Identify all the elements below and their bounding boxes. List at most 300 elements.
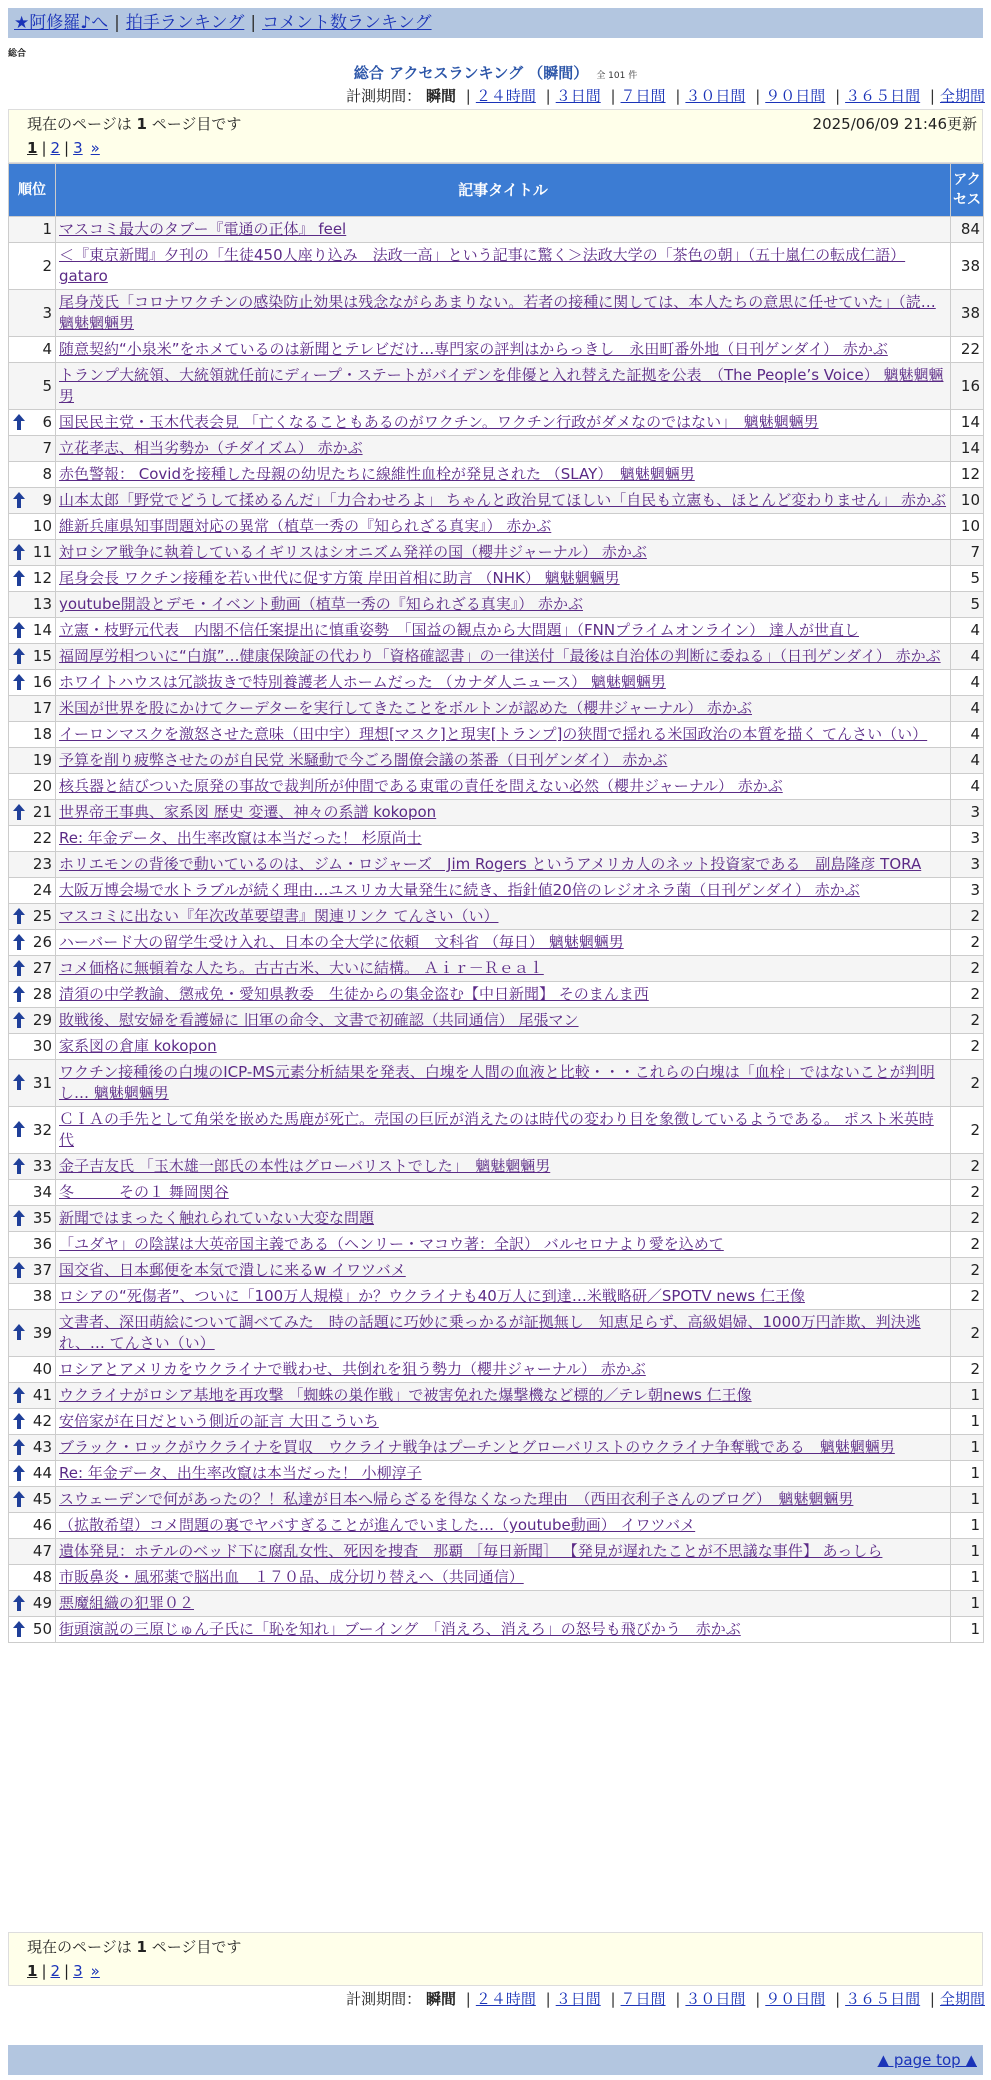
rank-number: 36 <box>32 1235 52 1253</box>
table-row <box>9 696 984 722</box>
rank-number: 29 <box>32 1011 52 1029</box>
article-title-link[interactable]: 立憲・枝野元代表 内閣不信任案提出に慎重姿勢 「国益の観点から大問題」（FNNプライムオンライン） 達人が世直し <box>59 621 859 639</box>
title-cell <box>56 618 951 644</box>
rank-cell <box>9 1258 56 1284</box>
article-title-link[interactable]: 「ユダヤ」の陰謀は大英帝国主義である（ヘンリー・マコウ著：全訳） バルセロナより愛を込めて <box>59 1235 724 1253</box>
article-title-link[interactable]: 国民民主党・玉木代表会見 「亡くなることもあるのがワクチン。ワクチン行政がダメなのではない」 魑魅魍魎男 <box>59 413 819 431</box>
period-link-24h[interactable]: ２４時間 <box>475 87 536 105</box>
table-row <box>9 1357 984 1383</box>
period-link-24h[interactable]: ２４時間 <box>475 1990 536 2008</box>
table-row <box>9 800 984 826</box>
rank-up-arrow-icon <box>13 804 25 820</box>
period-label: 計測期間： <box>346 87 422 105</box>
ranking-table-body <box>9 217 984 1643</box>
rank-up-arrow-icon <box>13 1491 25 1507</box>
rank-number: 34 <box>32 1183 52 1201</box>
rank-number: 22 <box>32 829 52 847</box>
period-link-30d[interactable]: ３０日間 <box>685 1990 746 2008</box>
article-title-link[interactable]: ホリエモンの背後で動いているのは、ジム・ロジャーズ Jim Rogers というアメリカ人のネット投資家である 副島隆彦 TORA <box>59 855 922 873</box>
article-title-link[interactable]: 街頭演説の三原じゅん子氏に「恥を知れ」ブーイング 「消えろ、消えろ」の怒号も飛びかう 赤かぶ <box>59 1620 741 1638</box>
access-count: 5 <box>951 566 984 592</box>
rank-cell <box>9 1310 56 1357</box>
access-count: 2 <box>951 1357 984 1383</box>
rank-cell <box>9 1617 56 1643</box>
page-links <box>27 1959 982 1983</box>
current-page-number: 1 <box>136 115 147 133</box>
rank-up-arrow-icon <box>13 544 25 560</box>
title-cell <box>56 748 951 774</box>
rank-number: 45 <box>32 1490 52 1508</box>
access-count: 1 <box>951 1513 984 1539</box>
access-count: 3 <box>951 852 984 878</box>
current-page-suffix: ページ目です <box>146 1938 242 1956</box>
rank-up-arrow-icon <box>13 674 25 690</box>
table-row <box>9 1008 984 1034</box>
period-selector-top <box>346 86 985 106</box>
period-link-3d[interactable]: ３日間 <box>555 1990 601 2008</box>
rank-number: 44 <box>32 1464 52 1482</box>
rank-number: 26 <box>32 933 52 951</box>
article-title-link[interactable]: 立花孝志、相当劣勢か（チダイズム） 赤かぶ <box>59 439 363 457</box>
access-count: 2 <box>951 1206 984 1232</box>
table-row <box>9 748 984 774</box>
title-cell <box>56 514 951 540</box>
rank-cell <box>9 1034 56 1060</box>
access-count: 4 <box>951 722 984 748</box>
rank-number: 50 <box>32 1620 52 1638</box>
table-row <box>9 644 984 670</box>
title-cell <box>56 1310 951 1357</box>
table-row <box>9 436 984 462</box>
rank-cell <box>9 1565 56 1591</box>
table-row <box>9 1060 984 1107</box>
updated-timestamp: 2025/06/09 21:46更新 <box>812 115 977 133</box>
rank-up-arrow-icon <box>13 1262 25 1278</box>
article-title-link[interactable]: ハーバード大の留学生受け入れ、日本の全大学に依頼 文科省 （毎日） 魑魅魍魎男 <box>59 933 624 951</box>
top-nav-bar <box>8 8 983 38</box>
title-cell <box>56 1232 951 1258</box>
access-count: 2 <box>951 1107 984 1154</box>
rank-cell <box>9 1206 56 1232</box>
article-title-link[interactable]: コメ価格に無頓着な人たち。古古古米、大いに結構。 Ａｉｒ－Ｒｅａｌ <box>59 959 544 977</box>
current-page-prefix: 現在のページは <box>27 115 137 133</box>
access-count: 4 <box>951 670 984 696</box>
title-cell <box>56 243 951 290</box>
access-count: 3 <box>951 800 984 826</box>
title-cell <box>56 1107 951 1154</box>
article-title-link[interactable]: ロシアの“死傷者”、ついに「100万人規模」か？ウクライナも40万人に到達…米戦略研／SPOTV news 仁王像 <box>59 1287 805 1305</box>
rank-cell <box>9 644 56 670</box>
rank-cell <box>9 410 56 436</box>
title-cell <box>56 1206 951 1232</box>
article-title-link[interactable]: 世界帝王事典、家系図 歴史 変遷、神々の系譜 kokopon <box>59 803 437 821</box>
table-row <box>9 1180 984 1206</box>
header-rank: 順位 <box>9 164 56 217</box>
table-row <box>9 1409 984 1435</box>
table-row <box>9 1461 984 1487</box>
table-row <box>9 592 984 618</box>
title-cell <box>56 462 951 488</box>
access-count: 5 <box>951 592 984 618</box>
rank-number: 31 <box>32 1073 52 1092</box>
article-title-link[interactable]: 山本太郎「野党でどうして揉めるんだ」「力合わせろよ」 ちゃんと政治見てほしい「自民も立憲も、ほとんど変わりません」 赤かぶ <box>59 491 947 509</box>
access-count: 2 <box>951 1034 984 1060</box>
period-separator: | <box>610 1990 616 2008</box>
rank-number: 3 <box>42 303 52 322</box>
access-count: 84 <box>951 217 984 243</box>
rank-number: 33 <box>32 1157 52 1175</box>
rank-number: 46 <box>32 1516 52 1534</box>
article-title-link[interactable]: 清須の中学教諭、懲戒免・愛知県教委 生徒からの集金盗む【中日新聞】 そのまんま西 <box>59 985 649 1003</box>
rank-cell <box>9 722 56 748</box>
nav-separator: | <box>250 13 257 33</box>
access-count: 4 <box>951 774 984 800</box>
table-row <box>9 1617 984 1643</box>
rank-number: 7 <box>42 439 52 457</box>
table-row <box>9 337 984 363</box>
table-row <box>9 1539 984 1565</box>
access-count: 2 <box>951 1310 984 1357</box>
article-title-link[interactable]: Re: 年金データ、出生率改竄は本当だった！ 杉原尚士 <box>59 829 422 847</box>
rank-cell <box>9 462 56 488</box>
title-cell <box>56 1060 951 1107</box>
page-links <box>27 136 982 160</box>
table-row <box>9 1487 984 1513</box>
rank-number: 18 <box>32 725 52 743</box>
rank-number: 6 <box>42 413 52 431</box>
article-title-link[interactable]: （拡散希望）コメ問題の裏でヤバすぎることが進んでいました…（youtube動画） イワツバメ <box>59 1516 696 1534</box>
rank-cell <box>9 1180 56 1206</box>
rank-number: 47 <box>32 1542 52 1560</box>
rank-number: 17 <box>32 699 52 717</box>
period-separator: | <box>545 87 551 105</box>
article-title-link[interactable]: 随意契約“小泉米”をホメているのは新聞とテレビだけ…専門家の評判はからっきし 永田町番外地（日刊ゲンダイ） 赤かぶ <box>59 340 888 358</box>
period-separator: | <box>755 87 761 105</box>
access-count: 4 <box>951 618 984 644</box>
page-separator: | <box>64 1962 70 1980</box>
access-count: 38 <box>951 290 984 337</box>
access-count: 14 <box>951 436 984 462</box>
table-row <box>9 290 984 337</box>
period-link-90d[interactable]: ９０日間 <box>765 1990 826 2008</box>
rank-number: 23 <box>32 855 52 873</box>
article-title-link[interactable]: 尾身会長 ワクチン接種を若い世代に促す方策 岸田首相に助言 （NHK） 魑魅魍魎男 <box>59 569 620 587</box>
article-title-link[interactable]: 市販鼻炎・風邪薬で脳出血 １７０品、成分切り替えへ（共同通信） <box>59 1568 524 1586</box>
access-count: 2 <box>951 930 984 956</box>
page-top-link[interactable]: ▲ page top ▲ <box>877 2051 977 2069</box>
access-count: 1 <box>951 1435 984 1461</box>
article-title-link[interactable]: 遺体発見：ホテルのベッド下に腐乱女性、死因を捜査 那覇 ［毎日新聞］ 【発見が遅れたことが不思議な事件】 あっしら <box>59 1542 883 1560</box>
rank-cell <box>9 1461 56 1487</box>
article-title-link[interactable]: 新聞ではまったく触れられていない大変な問題 <box>59 1209 375 1227</box>
period-link-3d[interactable]: ３日間 <box>555 87 601 105</box>
period-link-90d[interactable]: ９０日間 <box>765 87 826 105</box>
rank-cell <box>9 363 56 410</box>
access-count: 12 <box>951 462 984 488</box>
table-row <box>9 722 984 748</box>
article-title-link[interactable]: イーロンマスクを激怒させた意味（田中宇）理想[マスク]と現実[トランプ]の狭間で揺れる米国政治の本質を描く てんさい（い） <box>59 725 928 743</box>
article-title-link[interactable]: マスコミ最大のタブー『電通の正体』 feel <box>59 220 347 238</box>
table-row <box>9 930 984 956</box>
page-link-3[interactable]: 3 <box>73 1962 83 1980</box>
title-cell <box>56 1513 951 1539</box>
period-link-365d[interactable]: ３６５日間 <box>845 87 921 105</box>
rank-up-arrow-icon <box>13 492 25 508</box>
title-cell <box>56 800 951 826</box>
rank-number: 19 <box>32 751 52 769</box>
access-count: 1 <box>951 1565 984 1591</box>
title-cell <box>56 363 951 410</box>
table-row <box>9 1034 984 1060</box>
page-link-2[interactable]: 2 <box>50 139 61 157</box>
rank-cell <box>9 930 56 956</box>
rank-number: 43 <box>32 1438 52 1456</box>
access-count: 4 <box>951 748 984 774</box>
nav-link-applause-ranking[interactable]: 拍手ランキング <box>125 13 245 33</box>
category-label: 総合 <box>8 49 27 59</box>
rank-cell <box>9 1060 56 1107</box>
article-title-link[interactable]: Re: 年金データ、出生率改竄は本当だった！ 小柳淳子 <box>59 1464 422 1482</box>
rank-cell <box>9 1008 56 1034</box>
rank-number: 16 <box>32 673 52 691</box>
rank-number: 42 <box>32 1412 52 1430</box>
period-separator: | <box>545 1990 551 2008</box>
access-count: 2 <box>951 1232 984 1258</box>
rank-up-arrow-icon <box>13 986 25 1002</box>
header-title: 記事タイトル <box>56 164 951 217</box>
article-title-link[interactable]: ブラック・ロックがウクライナを買収 ウクライナ戦争はプーチンとグローバリストのウクライナ争奪戦である 魑魅魍魎男 <box>59 1438 895 1456</box>
table-row <box>9 1107 984 1154</box>
rank-cell <box>9 618 56 644</box>
rank-number: 27 <box>32 959 52 977</box>
access-count: 2 <box>951 1008 984 1034</box>
access-count: 1 <box>951 1539 984 1565</box>
table-row <box>9 1310 984 1357</box>
article-title-link[interactable]: 大阪万博会場で水トラブルが続く理由…ユスリカ大量発生に続き、指針値20倍のレジオネラ菌（日刊ゲンダイ） 赤かぶ <box>59 881 860 899</box>
title-cell <box>56 1258 951 1284</box>
title-cell <box>56 1461 951 1487</box>
rank-up-arrow-icon <box>13 1465 25 1481</box>
article-title-link[interactable]: ワクチン接種後の白塊のICP-MS元素分析結果を発表、白塊を人間の血液と比較・・・これらの白塊は「血栓」ではないことが判明し… 魑魅魍魎男 <box>59 1063 935 1102</box>
access-count: 2 <box>951 1060 984 1107</box>
article-title-link[interactable]: 対ロシア戦争に執着しているイギリスはシオニズム発祥の国（櫻井ジャーナル） 赤かぶ <box>59 543 647 561</box>
rank-number: 40 <box>32 1360 52 1378</box>
rank-number: 39 <box>32 1323 52 1342</box>
page-separator: | <box>41 139 47 157</box>
current-page-number: 1 <box>136 1938 147 1956</box>
access-count: 3 <box>951 826 984 852</box>
rank-cell <box>9 1409 56 1435</box>
article-title-link[interactable]: 安倍家が在日だという側近の証言 大田こういち <box>59 1412 379 1430</box>
title-cell <box>56 1284 951 1310</box>
period-separator: | <box>835 87 841 105</box>
rank-number: 25 <box>32 907 52 925</box>
article-title-link[interactable]: 国交省、日本郵便を本気で潰しに来るw イワツバメ <box>59 1261 406 1279</box>
article-title-link[interactable]: ＜『東京新聞』夕刊の「生徒450人座り込み 法政一高」という記事に驚く＞法政大学の「茶色の朝」（五十嵐仁の転成仁語） gataro <box>59 246 906 285</box>
title-cell <box>56 540 951 566</box>
pager-bottom <box>8 1932 983 1986</box>
title-cell <box>56 1383 951 1409</box>
rank-cell <box>9 1232 56 1258</box>
title-cell <box>56 1487 951 1513</box>
article-title-link[interactable]: ＣＩＡの手先として角栄を嵌めた馬鹿が死亡。売国の巨匠が消えたのは時代の変わり目を象徴しているようである。 ポスト米英時代 <box>59 1110 934 1149</box>
title-cell <box>56 1008 951 1034</box>
article-title-link[interactable]: 予算を削り疲弊させたのが自民党 米騒動で今ごろ闇僚会議の茶番（日刊ゲンダイ） 赤かぶ <box>59 751 668 769</box>
rank-cell <box>9 540 56 566</box>
title-cell <box>56 1154 951 1180</box>
article-title-link[interactable]: トランプ大統領、大統領就任前にディープ・ステートがバイデンを俳優と入れ替えた証拠を公表 （The People’s Voice） 魑魅魍魎男 <box>59 366 944 405</box>
rank-cell <box>9 488 56 514</box>
item-count: 全 101 件 <box>596 71 638 81</box>
period-link-365d[interactable]: ３６５日間 <box>845 1990 921 2008</box>
article-title-link[interactable]: 赤色警報： Covidを接種した母親の幼児たちに線維性血栓が発見された （SLAY） 魑魅魍魎男 <box>59 465 695 483</box>
title-cell <box>56 1409 951 1435</box>
period-link-7d[interactable]: ７日間 <box>620 87 666 105</box>
title-cell <box>56 1435 951 1461</box>
article-title-link[interactable]: スウェーデンで何があったの？！私達が日本へ帰らざるを得なくなった理由 （西田衣利子さんのブログ） 魑魅魍魎男 <box>59 1490 854 1508</box>
rank-number: 32 <box>32 1120 52 1139</box>
nav-link-comment-ranking[interactable]: コメント数ランキング <box>262 13 432 33</box>
rank-cell <box>9 878 56 904</box>
access-count: 2 <box>951 956 984 982</box>
current-page-suffix: ページ目です <box>146 115 242 133</box>
rank-number: 9 <box>42 491 52 509</box>
access-count: 10 <box>951 488 984 514</box>
table-row <box>9 566 984 592</box>
table-row <box>9 217 984 243</box>
table-row <box>9 1232 984 1258</box>
rank-cell <box>9 1591 56 1617</box>
rank-cell <box>9 1357 56 1383</box>
table-row <box>9 1383 984 1409</box>
article-title-link[interactable]: 文書者、深田萌絵について調べてみた 時の話題に巧妙に乗っかるが証拠無し 知恵足らず、高級娼婦、1000万円詐欺、判決逃れ、… てんさい（い） <box>59 1313 921 1352</box>
period-link-all[interactable]: 全期間 <box>939 1990 985 2008</box>
period-separator: | <box>675 87 681 105</box>
table-row <box>9 243 984 290</box>
rank-up-arrow-icon <box>13 1158 25 1174</box>
rank-up-arrow-icon <box>13 570 25 586</box>
bottom-bar <box>8 2045 983 2075</box>
rank-cell <box>9 696 56 722</box>
rank-cell <box>9 436 56 462</box>
article-title-link[interactable]: 福岡厚労相ついに“白旗”…健康保険証の代わり「資格確認書」の一律送付「最後は自治体の判断に委ねる」（日刊ゲンダイ） 赤かぶ <box>59 647 941 665</box>
period-link-7d[interactable]: ７日間 <box>620 1990 666 2008</box>
rank-cell <box>9 566 56 592</box>
current-page-info <box>27 1935 982 1959</box>
table-row <box>9 670 984 696</box>
article-title-link[interactable]: 維新兵庫県知事問題対応の異常（植草一秀の『知られざる真実』） 赤かぶ <box>59 517 552 535</box>
rank-cell <box>9 748 56 774</box>
article-title-link[interactable]: 尾身茂氏「コロナワクチンの感染防止効果は残念ながらあまりない。若者の接種に関しては、本人たちの意思に任せていた」（読… 魑魅魍魎男 <box>59 293 936 332</box>
access-count: 1 <box>951 1617 984 1643</box>
period-separator: | <box>929 1990 935 2008</box>
period-selector-bottom <box>346 1989 985 2009</box>
period-separator: | <box>835 1990 841 2008</box>
rank-cell <box>9 243 56 290</box>
rank-up-arrow-icon <box>13 960 25 976</box>
rank-up-arrow-icon <box>13 1324 25 1340</box>
page-next-link[interactable]: » <box>90 139 100 157</box>
article-title-link[interactable]: 冬 その１ 舞岡関谷 <box>59 1183 229 1201</box>
access-count: 1 <box>951 1487 984 1513</box>
article-title-link[interactable]: ホワイトハウスは冗談抜きで特別養護老人ホームだった （カナダ人ニュース） 魑魅魍魎男 <box>59 673 666 691</box>
title-cell <box>56 982 951 1008</box>
title-cell <box>56 904 951 930</box>
title-cell <box>56 1357 951 1383</box>
article-title-link[interactable]: 家系図の倉庫 kokopon <box>59 1037 217 1055</box>
rank-cell <box>9 337 56 363</box>
rank-up-arrow-icon <box>13 934 25 950</box>
rank-cell <box>9 904 56 930</box>
access-count: 2 <box>951 904 984 930</box>
nav-link-asyura-home[interactable]: ★阿修羅♪へ <box>14 13 109 33</box>
rank-up-arrow-icon <box>13 1413 25 1429</box>
ranking-table <box>8 163 984 1643</box>
title-cell <box>56 436 951 462</box>
page-separator: | <box>64 139 70 157</box>
page-link-1: 1 <box>27 1962 38 1980</box>
title-cell <box>56 217 951 243</box>
period-separator: | <box>675 1990 681 2008</box>
period-link-30d[interactable]: ３０日間 <box>685 87 746 105</box>
article-title-link[interactable]: 核兵器と結びついた原発の事故で裁判所が仲間である東電の責任を問えない必然（櫻井ジャーナル） 赤かぶ <box>59 777 783 795</box>
rank-up-arrow-icon <box>13 1210 25 1226</box>
period-link-all[interactable]: 全期間 <box>939 87 985 105</box>
period-separator: | <box>465 87 471 105</box>
access-count: 14 <box>951 410 984 436</box>
title-cell <box>56 1034 951 1060</box>
page-link-2[interactable]: 2 <box>50 1962 61 1980</box>
period-separator: | <box>465 1990 471 2008</box>
rank-cell <box>9 290 56 337</box>
title-cell <box>56 930 951 956</box>
period-separator: | <box>610 87 616 105</box>
rank-cell <box>9 800 56 826</box>
article-title-link[interactable]: マスコミに出ない『年次改革要望書』関連リンク てんさい（い） <box>59 907 499 925</box>
title-cell <box>56 1180 951 1206</box>
page-link-3[interactable]: 3 <box>73 139 83 157</box>
rank-number: 15 <box>32 647 52 665</box>
page-next-link[interactable]: » <box>90 1962 100 1980</box>
table-row <box>9 1284 984 1310</box>
title-cell <box>56 1591 951 1617</box>
period-current: 瞬間 <box>425 1990 456 2008</box>
rank-cell <box>9 1284 56 1310</box>
access-count: 4 <box>951 696 984 722</box>
nav-separator: | <box>114 13 120 33</box>
rank-up-arrow-icon <box>13 1074 25 1090</box>
page-link-1: 1 <box>27 139 38 157</box>
table-row <box>9 904 984 930</box>
access-count: 2 <box>951 1258 984 1284</box>
article-title-link[interactable]: youtube開設とデモ・イベント動画（植草一秀の『知られざる真実』） 赤かぶ <box>59 595 583 613</box>
rank-number: 49 <box>32 1594 52 1612</box>
article-title-link[interactable]: 金子吉友氏 「玉木雄一郎氏の本性はグローバリストでした」 魑魅魍魎男 <box>59 1157 551 1175</box>
article-title-link[interactable]: 悪魔組織の犯罪０２ <box>59 1594 195 1612</box>
rank-cell <box>9 1154 56 1180</box>
article-title-link[interactable]: 米国が世界を股にかけてクーデターを実行してきたことをボルトンが認めた（櫻井ジャーナル） 赤かぶ <box>59 699 752 717</box>
article-title-link[interactable]: 敗戦後、慰安婦を看護婦に 旧軍の命令、文書で初確認（共同通信） 尾張マン <box>59 1011 579 1029</box>
table-row <box>9 1154 984 1180</box>
article-title-link[interactable]: ウクライナがロシア基地を再攻撃 「蜘蛛の巣作戦」で被害免れた爆撃機など標的／テレ朝news 仁王像 <box>59 1386 752 1404</box>
header-access: アクセス <box>951 164 984 217</box>
title-cell <box>56 1617 951 1643</box>
article-title-link[interactable]: ロシアとアメリカをウクライナで戦わせ、共倒れを狙う勢力（櫻井ジャーナル） 赤かぶ <box>59 1360 646 1378</box>
table-row <box>9 1591 984 1617</box>
rank-cell <box>9 982 56 1008</box>
title-cell <box>56 696 951 722</box>
table-row <box>9 618 984 644</box>
